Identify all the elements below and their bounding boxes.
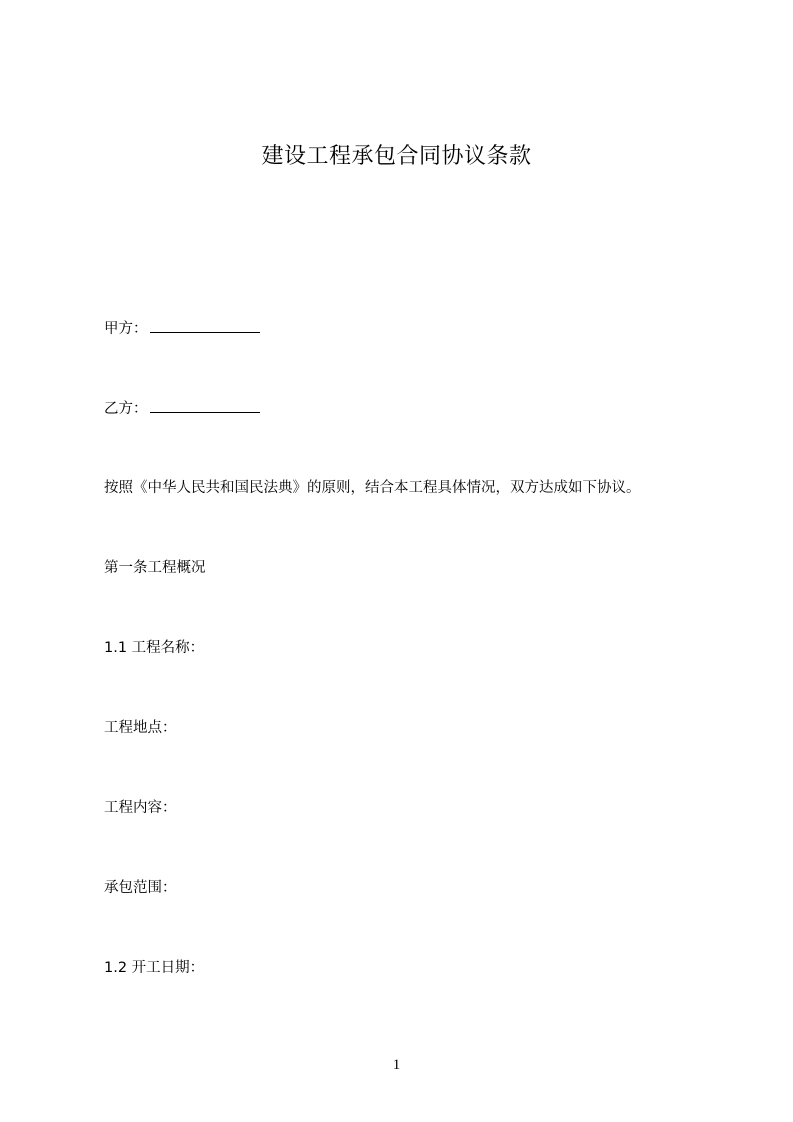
contract-scope: 承包范围： (104, 880, 177, 896)
item-1-2-start-date: 1.2 开工日期： (104, 960, 205, 976)
project-content: 工程内容： (104, 800, 177, 816)
page-number: 1 (392, 1057, 401, 1073)
project-location: 工程地点： (104, 720, 177, 736)
document-title: 建设工程承包合同协议条款 (261, 144, 532, 169)
party-b-line (104, 398, 260, 419)
item-1-1-project-name: 1.1 工程名称： (104, 640, 205, 656)
party-a-line (104, 318, 260, 339)
party-a-label: 甲方： (104, 321, 148, 337)
party-a-blank (150, 318, 260, 333)
party-b-blank (150, 398, 260, 413)
preamble-paragraph: 按照《中华人民共和国民法典》的原则，结合本工程具体情况，双方达成如下协议。 (104, 480, 641, 496)
party-b-label: 乙方： (104, 401, 148, 417)
article-1-heading: 第一条工程概况 (104, 560, 206, 576)
